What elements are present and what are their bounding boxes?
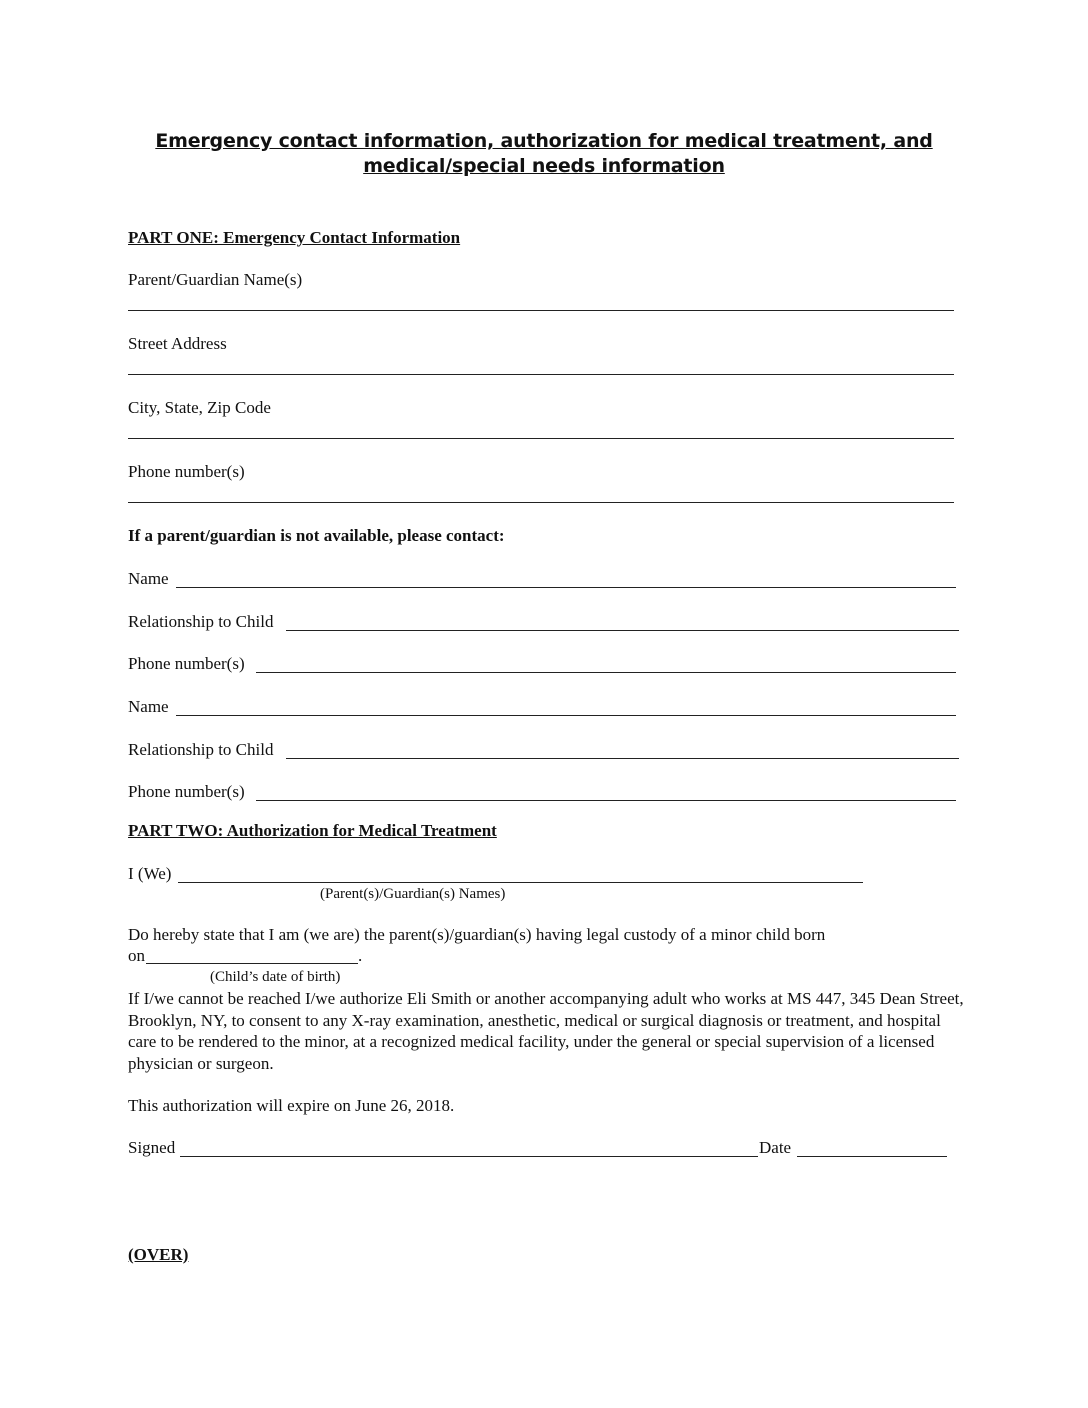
parent-phone-label: Phone number(s) bbox=[128, 462, 245, 481]
contact-2-phone-label: Phone number(s) bbox=[128, 782, 245, 801]
parent-names-label: Parent/Guardian Name(s) bbox=[128, 270, 303, 289]
contact-2-relationship-line[interactable] bbox=[286, 758, 959, 759]
authorization-paragraph: If I/we cannot be reached I/we authorize Eli Smith or another accompanying adult who works at MS 447, 345 Dean Street, Brooklyn, NY, to consent to any X-ray examination, anesthetic, medical or surgical diagnosis or treatment, and hospital care to be rendered to the minor, at a recognized medical facility, under the general or special supervision of a licensed physician or surgeon. bbox=[128, 989, 964, 1073]
contact-2-name-line[interactable] bbox=[176, 715, 956, 716]
part-one-heading: PART ONE: Emergency Contact Information bbox=[128, 228, 461, 247]
form-title-line-2: medical/special needs information bbox=[363, 155, 725, 177]
guardian-names-caption: (Parent(s)/Guardian(s) Names) bbox=[320, 886, 506, 902]
custody-statement: Do hereby state that I am (we are) the parent(s)/guardian(s) having legal custody of a minor child born bbox=[128, 925, 826, 944]
parent-names-line[interactable] bbox=[128, 310, 954, 311]
alt-contact-heading: If a parent/guardian is not available, please contact: bbox=[128, 526, 505, 545]
parent-phone-line[interactable] bbox=[128, 502, 954, 503]
city-state-zip-label: City, State, Zip Code bbox=[128, 398, 271, 417]
over-label: (OVER) bbox=[128, 1245, 189, 1264]
street-address-line[interactable] bbox=[128, 374, 954, 375]
date-label: Date bbox=[759, 1138, 792, 1157]
contact-2-phone-line[interactable] bbox=[256, 800, 956, 801]
city-state-zip-line[interactable] bbox=[128, 438, 954, 439]
contact-1-relationship-label: Relationship to Child bbox=[128, 612, 274, 631]
contact-1-name-label: Name bbox=[128, 569, 169, 588]
form-title-line-1: Emergency contact information, authorization for medical treatment, and bbox=[155, 130, 933, 152]
born-on-label: on bbox=[128, 946, 145, 965]
child-dob-line[interactable] bbox=[146, 963, 358, 964]
part-two-heading: PART TWO: Authorization for Medical Treatment bbox=[128, 821, 497, 840]
contact-2-name-label: Name bbox=[128, 697, 169, 716]
expiry-statement: This authorization will expire on June 26, 2018. bbox=[128, 1096, 455, 1115]
guardian-names-line[interactable] bbox=[178, 882, 863, 883]
contact-2-relationship-label: Relationship to Child bbox=[128, 740, 274, 759]
i-we-label: I (We) bbox=[128, 864, 172, 883]
signature-line[interactable] bbox=[180, 1156, 758, 1157]
contact-1-phone-line[interactable] bbox=[256, 672, 956, 673]
contact-1-phone-label: Phone number(s) bbox=[128, 654, 245, 673]
contact-1-name-line[interactable] bbox=[176, 587, 956, 588]
born-on-period: . bbox=[358, 946, 363, 965]
signed-label: Signed bbox=[128, 1138, 176, 1157]
child-dob-caption: (Child’s date of birth) bbox=[210, 969, 341, 985]
date-line[interactable] bbox=[797, 1156, 947, 1157]
contact-1-relationship-line[interactable] bbox=[286, 630, 959, 631]
street-address-label: Street Address bbox=[128, 334, 227, 353]
